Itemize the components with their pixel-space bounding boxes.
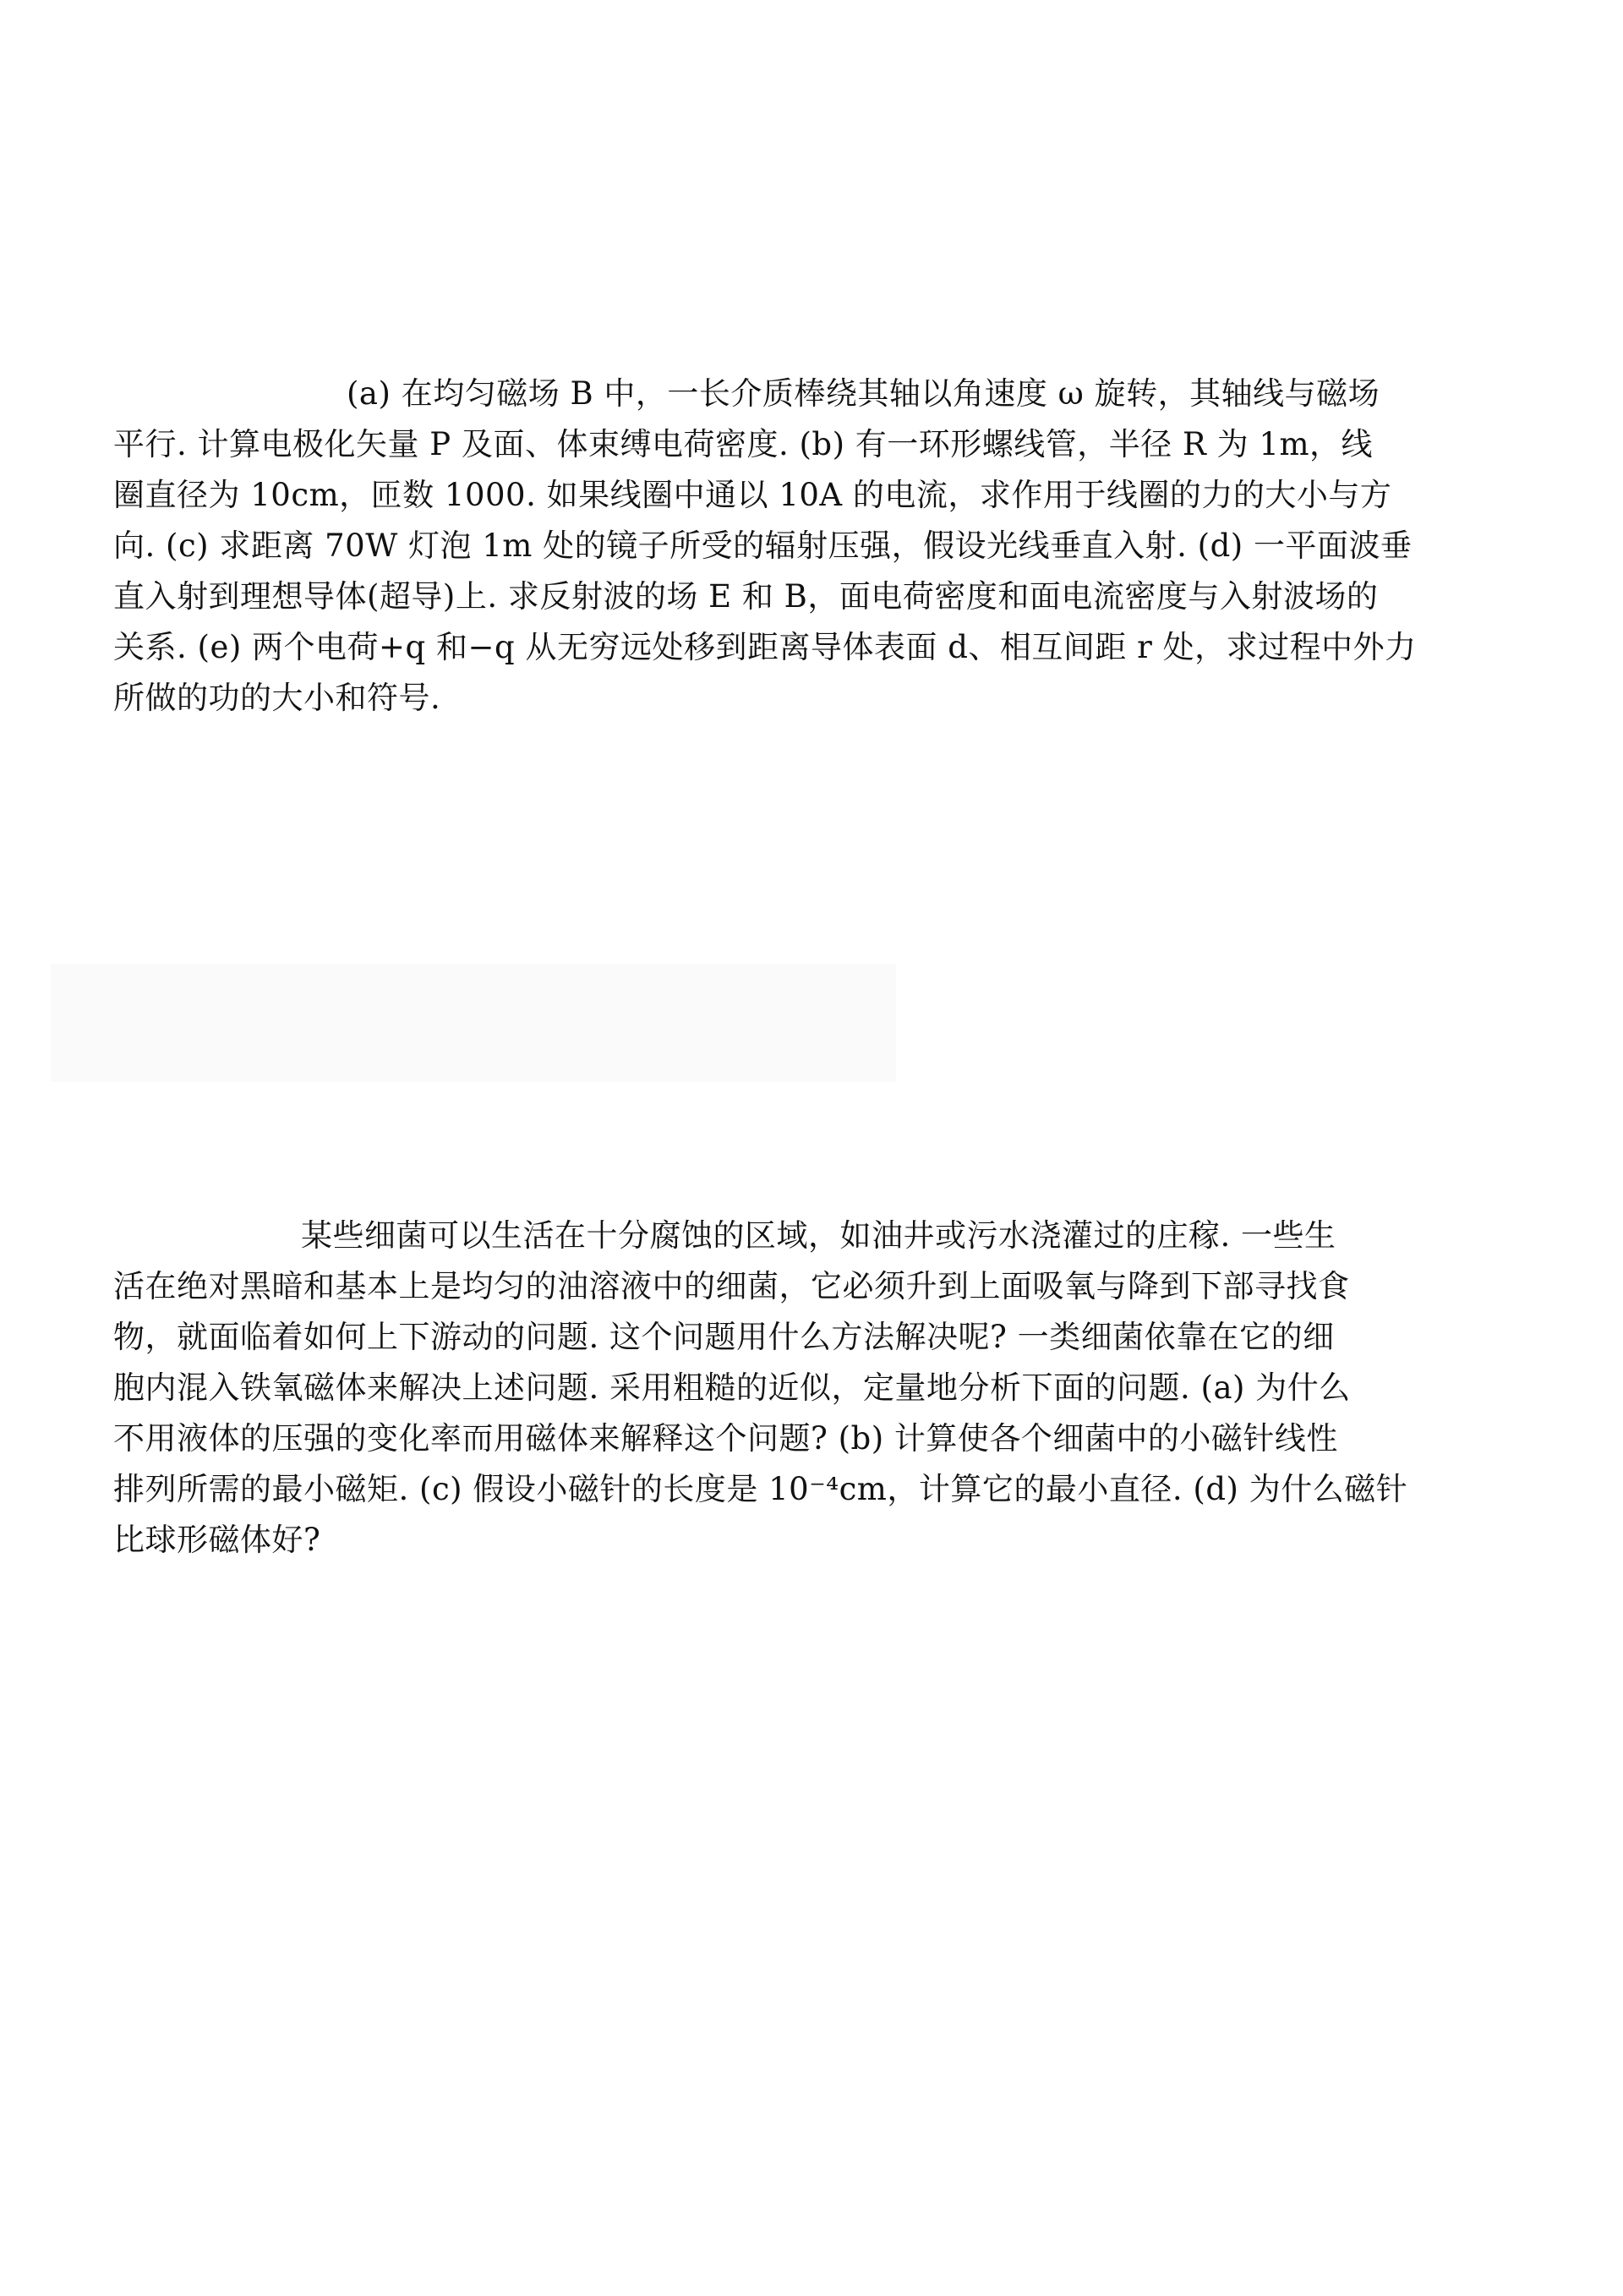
problem-1-line-1: (a) 在均匀磁场 B 中，一长介质棒绕其轴以角速度 ω 旋转，其轴线与磁场 [347,375,1380,412]
problem-2-line-1: 某些细菌可以生活在十分腐蚀的区域，如油井或污水浇灌过的庄稼. 一些生 [301,1217,1336,1254]
problem-magnetic-bacteria [113,1211,1500,1566]
problem-1-line-7: 所做的功的大小和符号. [113,680,441,716]
problem-2-line-7: 比球形磁体好? [113,1522,321,1558]
problem-1-line-4: 向. (c) 求距离 70W 灯泡 1m 处的镜子所受的辐射压强，假设光线垂直入射. (d) 一平面波垂 [113,528,1413,564]
problem-1-line-2: 平行. 计算电极化矢量 P 及面、体束缚电荷密度. (b) 有一环形螺线管，半径 R 为 1m，线 [113,426,1374,462]
problem-2-line-4: 胞内混入铁氧磁体来解决上述问题. 采用粗糙的近似，定量地分析下面的问题. (a) 为什么 [113,1369,1351,1406]
problem-1-line-3: 圈直径为 10cm，匝数 1000. 如果线圈中通以 10A 的电流，求作用于线圈的力的大小与方 [113,477,1392,513]
problem-2-line-2: 活在绝对黑暗和基本上是均匀的油溶液中的细菌，它必须升到上面吸氧与降到下部寻找食 [113,1268,1350,1304]
scan-shade [51,964,896,1082]
problem-2-line-6: 排列所需的最小磁矩. (c) 假设小磁针的长度是 10⁻⁴cm，计算它的最小直径. (d) 为什么磁针 [113,1471,1408,1507]
problem-1-line-6: 关系. (e) 两个电荷+q 和−q 从无穷远处移到距离导体表面 d、相互间距 r 处，求过程中外力 [113,629,1417,665]
problem-2-line-5: 不用液体的压强的变化率而用磁体来解释这个问题? (b) 计算使各个细菌中的小磁针线性 [113,1420,1338,1457]
problem-1-line-5: 直入射到理想导体(超导)上. 求反射波的场 E 和 B，面电荷密度和面电流密度与入射波场的 [113,578,1379,615]
problem-2-line-3: 物，就面临着如何上下游动的问题. 这个问题用什么方法解决呢? 一类细菌依靠在它的细 [113,1319,1335,1355]
problem-electrodynamics [113,369,1500,724]
